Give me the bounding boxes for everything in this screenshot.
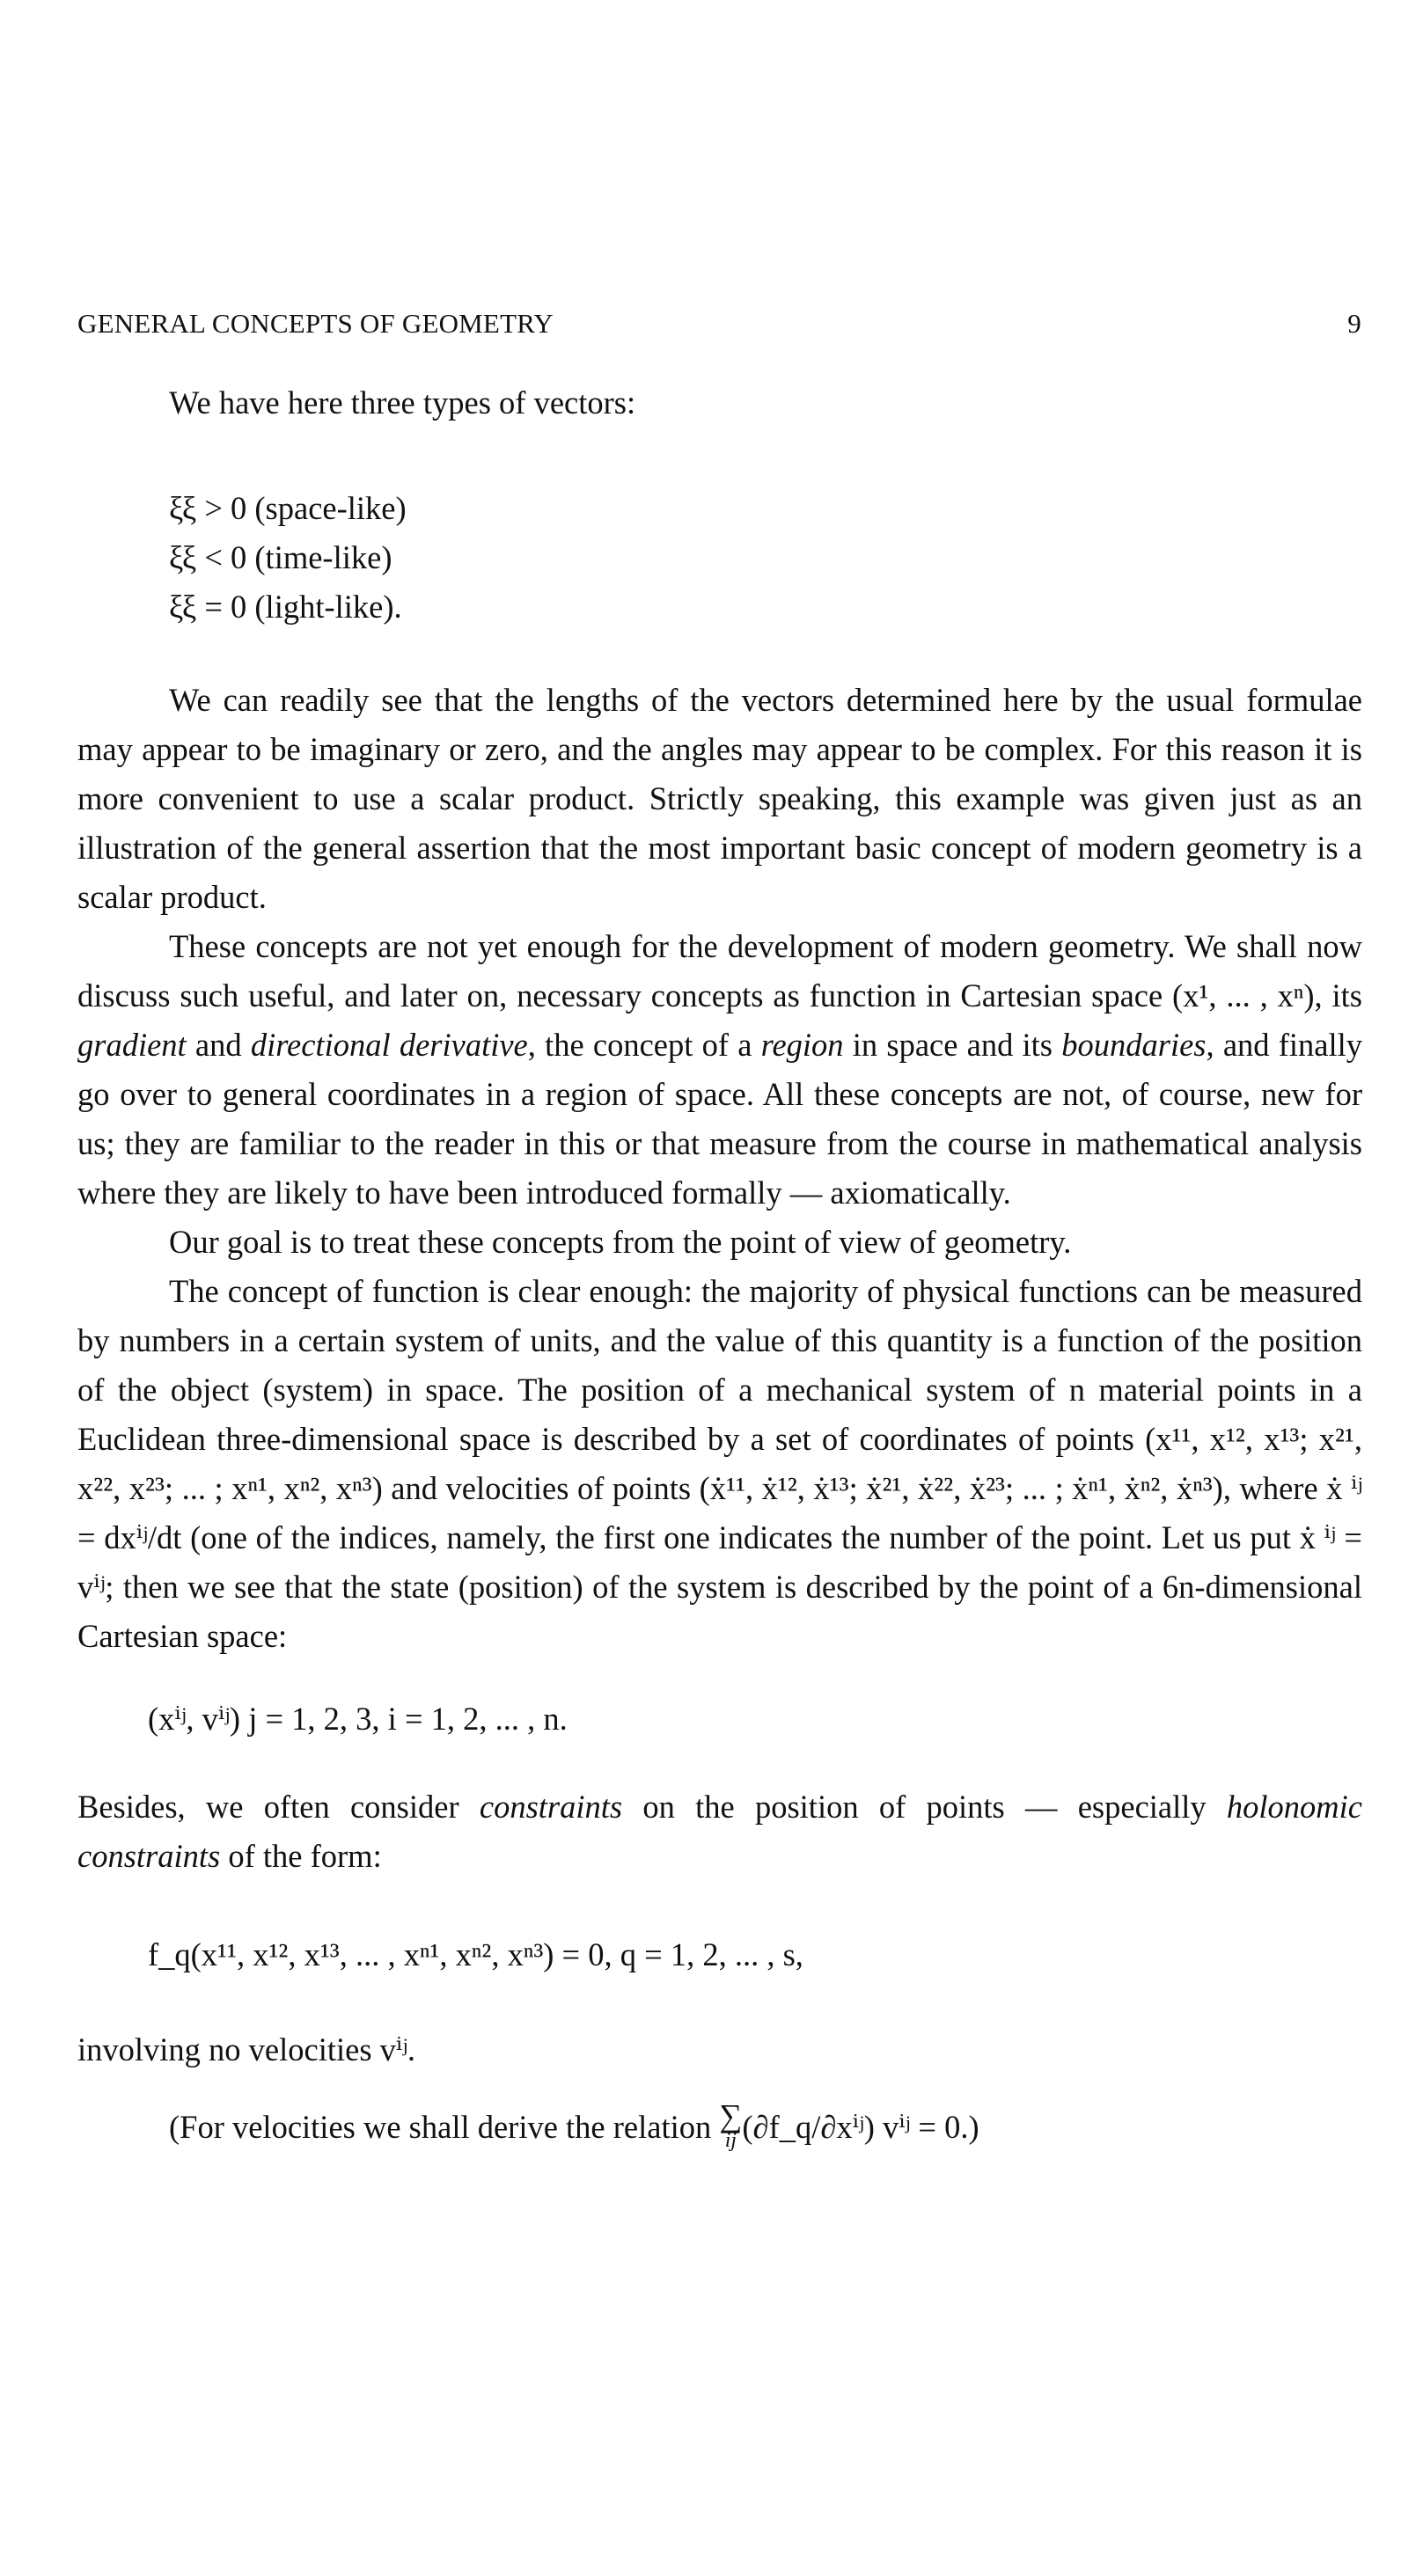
term-gradient: gradient [77, 1027, 187, 1063]
equation-state-space: (xⁱʲ, vⁱʲ) j = 1, 2, 3, i = 1, 2, ... , n. [148, 1701, 568, 1737]
term-boundaries: boundaries [1061, 1027, 1207, 1063]
paragraph-goal: Our goal is to treat these concepts from the point of view of geometry. [169, 1224, 1072, 1260]
velocity-relation-text: (For velocities we shall derive the relation [169, 2109, 720, 2145]
term-region: region [760, 1027, 844, 1063]
paragraph-concepts-text-a: These concepts are not yet enough for the development of modern geometry. We shall now discuss such useful, and later on, necessary concepts as function in Cartesian space (x¹, ... , xⁿ), its [77, 928, 1362, 1014]
velocity-relation-equation: (∂f_q/∂xⁱʲ) vⁱʲ = 0.) [742, 2109, 979, 2145]
vector-type-space-like: ξξ > 0 (space-like) [169, 490, 407, 526]
paragraph-constraints-text-a: Besides, we often consider [77, 1789, 480, 1825]
paragraph-velocities: involving no velocities vⁱʲ. [77, 2031, 416, 2067]
paragraph-concepts-text-b: and [186, 1027, 251, 1063]
paragraph-concepts [77, 922, 1362, 1218]
vector-types-list [169, 484, 1362, 632]
paragraph-velocity-relation [77, 2097, 1362, 2153]
paragraph-concepts-text-d: in space and its [843, 1027, 1062, 1063]
paragraph-concepts-text-e: , and finally go over to general coordinates in a region of space. All these concepts are not, of course, new for us; they are familiar to the reader in this or that measure from the course in mathematical analysis where they are likely to have been introduced formally — axiomatically. [77, 1027, 1362, 1211]
term-directional-derivative: directional derivative [250, 1027, 528, 1063]
paragraph-function: The concept of function is clear enough: the majority of physical functions can be measured by numbers in a certain system of units, and the value of this quantity is a function of the position of the object (system) in space. The position of a mechanical system of n material points in a Euclidean three-dimensional space is described by a set of coordinates of points (x¹¹, x¹², x¹³; x²¹, x²², x²³; ... ; xⁿ¹, xⁿ², xⁿ³) and velocities of points (ẋ¹¹, ẋ¹², ẋ¹³; ẋ²¹, ẋ²², ẋ²³; ... ; ẋⁿ¹, ẋⁿ², ẋⁿ³), where ẋ ⁱʲ = dxⁱʲ/dt (one of the indices, namely, the first one indicates the number of the point. Let us put ẋ ⁱʲ = vⁱʲ; then we see that the state (position) of the system is described by the point of a 6n-dimensional Cartesian space: [77, 1273, 1362, 1654]
sum-index: ij [724, 2129, 737, 2152]
term-constraints: constraints [479, 1789, 623, 1825]
paragraph-constraints-text-b: on the position of points — especially [622, 1789, 1227, 1825]
paragraph-scalar-product: We can readily see that the lengths of the vectors determined here by the usual formulae may appear to be imaginary or zero, and the angles may appear to be complex. For this reason it is more convenient to use a scalar product. Strictly speaking, this example was given just as an illustration of the general assertion that the most important basic concept of modern geometry is a scalar product. [77, 682, 1362, 915]
paragraph-constraints [77, 1782, 1362, 1881]
page-header [77, 308, 1361, 340]
vector-type-light-like: ξξ = 0 (light-like). [169, 589, 402, 625]
page-number: 9 [1347, 308, 1361, 339]
intro-line: We have here three types of vectors: [169, 384, 636, 421]
sum-sign: ∑ [719, 2097, 743, 2133]
term-holonomic-constraints: holonomic constraints [77, 1789, 1362, 1874]
running-title: GENERAL CONCEPTS OF GEOMETRY [77, 308, 554, 339]
page-body [77, 378, 1362, 2153]
vector-type-time-like: ξξ < 0 (time-like) [169, 539, 392, 575]
paragraph-concepts-text-c: , the concept of a [527, 1027, 761, 1063]
equation-holonomic-constraints: f_q(x¹¹, x¹², x¹³, ... , xⁿ¹, xⁿ², xⁿ³) = 0, q = 1, 2, ... , s, [148, 1936, 803, 1972]
paragraph-constraints-text-c: of the form: [220, 1838, 382, 1874]
summation-symbol [719, 2097, 743, 2153]
